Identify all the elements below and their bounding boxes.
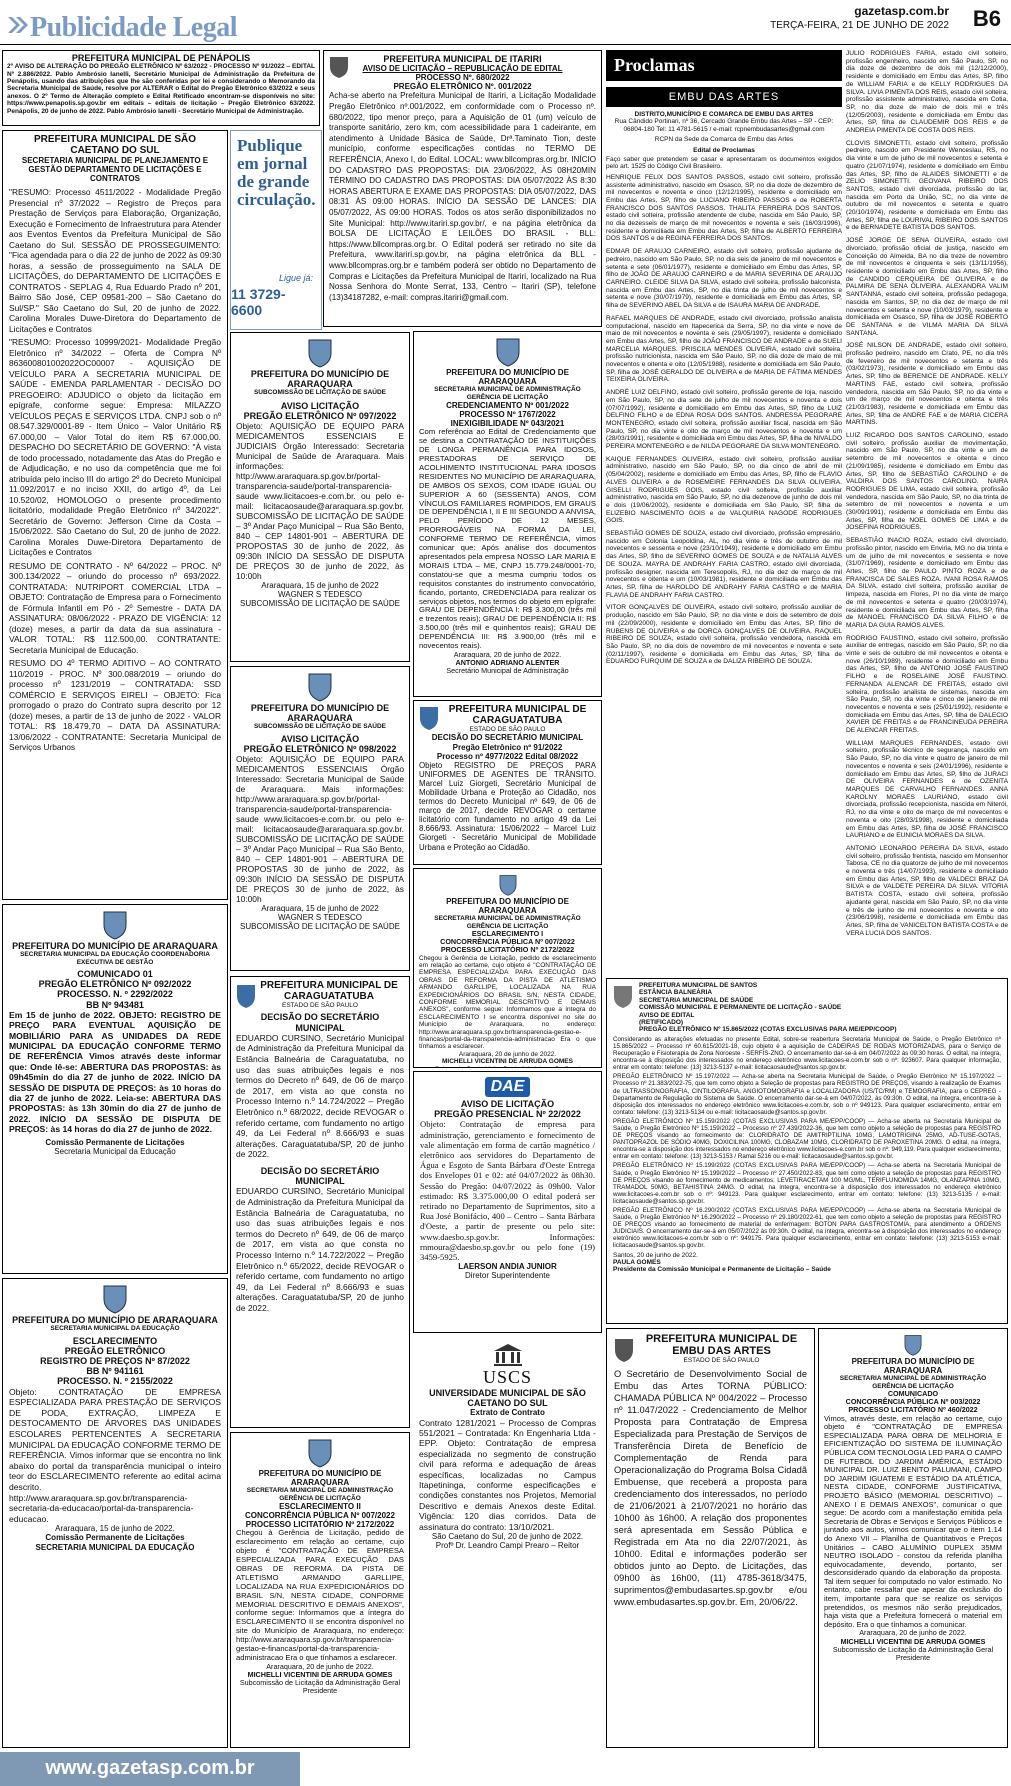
uscs-logo: USCS <box>482 1367 533 1387</box>
crest-icon <box>307 338 333 368</box>
notice-title: PREFEITURA MUNICIPAL DE PENÁPOLIS <box>71 53 251 63</box>
notice-title: PREFEITURA DO MUNICÍPIO DE ARARAQUARA <box>12 1315 218 1325</box>
notice-signer: Profº Dr. Leandro Campi Prearo – Reitor <box>435 1541 580 1551</box>
notice-title: PREFEITURA DO MUNICÍPIO DE ARARAQUARA <box>446 897 569 916</box>
notice-body: Chegou à Gerência de Licitação, pedido de esclarecimento em relação ao certame, cujo objeto é "CONTRATAÇÃO DE EMPRESA ESPECIALIZADA PARA EXECUÇÃO DAS OBRAS DE REFORMA DA PISTA DE ATLETISMO ARMANDO GARLLIPE, LOCALIZADA NA RUA EXPEDICIONÁRIOS DO BRASIL S/N, NESTA CIDADE, CONFORME MEMORIAL DESCRITIVO E DEMAIS ANEXOS", conforme segue: Informamos que a íntegra do ESCLARECIMENTO II se encontra disponível no site do Município de Araraquara, no endereço: http://www.araraquara.sp.gov.br/transparencia-gestao-e-financas/portal-da-transparencia-administracao Era o que tínhamos a esclarecer. <box>236 1528 404 1662</box>
notice-decision-title: DECISÃO DO SECRETÁRIO MUNICIPAL <box>431 733 584 743</box>
notice-esclarecimento: ESCLARECIMENTO I <box>471 929 544 938</box>
ad-line: circulação. <box>237 190 316 209</box>
list-item: LUIZ RICARDO DOS SANTOS CAROLINO, estado civil solteiro, profissão auxiliar de movimentação, nascido em São Paulo, SP, no dia vinte e um de setembro de mil novecentos e oitenta e cinco (21/09/1985), residente e domiciliado em Embu das Artes, SP, filho de SEBASTIÃO CAROLINO e de VALDIRA DOS SANTOS CAROLINO. NAIRA RODRIGUES DE LIMA, estado civil solteira, profissão vendedora, nascida em São Paulo, SP, no dia trinta de setembro de mil novecentos e noventa e um (30/09/1991), residente e domiciliada em Embu das Artes, SP, filha de NOEL GOMES DE LIMA e de JOSEFINA RODRIGUES. <box>846 432 1008 532</box>
notice-araraquara-comunicado-003 <box>818 1328 1008 1748</box>
notice-paragraph: RESUMO DE CONTRATO - Nº 64/2022 – PROC. Nº 300.134/2022 – oriundo do processo nº 693/2022. CONTRATADA: NUTRIPORT COMERCIAL LTDA – OBJETO: Contratação de Empresa para o Fornecimento de Fórmula Infantil em Pó - 2º Semestre - DATA DA ASSINATURA: 08/06/2022 - PRAZO DE VIGÊNCIA: 12 (doze) meses, a partir da data da sua assinatura - VALOR TOTAL: R$ 112.500,00. CONTRATANTE: Secretaria Municipal de Educação. <box>9 560 221 655</box>
notice-process: PROCESSO LICITATÓRIO Nº 460/2022 <box>848 1405 978 1415</box>
notice-state: ESTADO DE SÃO PAULO <box>469 726 546 733</box>
notice-caraguatatuba-decisoes <box>230 976 410 1428</box>
notice-title: PREFEITURA MUNICIPAL DE EMBU DAS ARTES <box>645 1333 798 1357</box>
notice-date: Araraquara, 15 de junho de 2022 <box>261 581 379 591</box>
notice-body: EDUARDO CURSINO, Secretário Municipal de Administração da Prefeitura Municipal da Estância Balneária de Caraguatatuba, no uso das suas atribuições legais e nos termos do Decreto nº 649, de 06 de março de 2017, em vista ao que consta no Processo Interno n.º 14.724/2022 – Pregão Eletrônico n.º 68/2022, decide REVOGAR o referido certame, com fundamento no artigo 49, da Lei Federal nº 8.666/93 e suas alterações. Caraguatatuba/SP, 20 de junho de 2022. <box>236 1032 404 1160</box>
notice-esclarecimento: ESCLARECIMENTO <box>72 1335 158 1346</box>
notice-process: PROCESSO. N. º 2155/2022 <box>57 1376 173 1387</box>
notice-subtitle: AVISO DE LICITAÇÃO – REPUBLICAÇÃO DE EDITAL <box>362 64 563 74</box>
notice-body: Objeto: AQUISIÇÃO DE EQUIPO PARA MEDICAMENTOS ESSENCIAIS Órgão Interessado: Secretaria Municipal de Saúde de Araraquara. Mais informações: http://www.araraquara.sp.gov.br/portal-transparencia-saude/portal-transparencia-saude www.licitacoes-e.com.br. ou pelo e-mail: licitacaosaude@araraquara.sp.gov.br. SUBCOMISSÃO DE LICITAÇÃO DE SAÚDE – 3º Andar Paço Municipal – Rua São Bento, 840 – CEP 14801-901 – ABERTURA DE PROPOSTAS 30 de junho de 2022, às 09:30h INÍCIO DA SESSÃO DE DISPUTA DE PREÇOS 30 de junho de 2022, às 10:00h <box>236 754 404 905</box>
notice-decision-title: DECISÃO DO SECRETÁRIO MUNICIPAL <box>260 1012 380 1033</box>
notice-subtitle: ESTÂNCIA BALNEÁRIA <box>639 989 713 997</box>
proclamas-list <box>606 174 842 666</box>
notice-body: Objeto: CONTRATAÇÃO DE EMPRESA ESPECIALIZADA PARA PRESTAÇÃO DE SERVIÇOS DE PODA, EXTRAÇÃO, LIMPEZA E DESTOCAMENTO DE ÁRVORES DAS UNIDADES ESCOLARES PERTENCENTES A SECRETARIA MUNICIPAL DA EDUCAÇÃO CONFORME TERMO DE REFERÊNCIA. Vimos informar que se encontra no link abaixo do portal da transparência municipal o inteiro teor do ESCLARECIMENTO referente ao edital acima descrito. http://www.araraquara.sp.gov.br/transparencia-secretaria-da-educacao/portal-da-transparencia-educacao. <box>9 1386 221 1524</box>
notice-title: AVISO DE LICITAÇÃO <box>460 1099 555 1109</box>
notice-pregao: PREGÃO ELETRÔNICO Nº 098/2022 <box>243 744 397 755</box>
notice-araraquara-credenciamento <box>413 331 602 697</box>
notice-subtitle: SECRETARIA MUNICIPAL DA EDUCAÇÃO <box>50 1325 180 1333</box>
proclamas-address: Rua Cândido Portinari, nº 36, Cercado Grande Embu das Artes – SP - CEP: 06804-180 Tel: 11 4781-5615 / e-mail: rcpnembudasartes@gmail.com <box>614 118 834 133</box>
crest-icon <box>903 1334 923 1356</box>
notice-concorrencia: CONCORRÊNCIA PÚBLICA Nº 007/2022 <box>440 937 575 947</box>
notice-title: UNIVERSIDADE MUNICIPAL DE SÃO CAETANO DO SUL <box>429 1388 586 1409</box>
notice-pregao: PREGÃO ELETRÔNICO Nº 097/2022 <box>243 411 397 422</box>
notice-signer-role <box>419 1066 596 1068</box>
notice-bb: BB Nº 943481 <box>86 999 144 1010</box>
notice-title: PREFEITURA DO MUNICÍPIO DE ARARAQUARA <box>12 941 218 951</box>
list-item: ANDRÉ LUIZ DELFINO, estado civil solteiro, profissão gerente de loja, nascido em São Paulo, SP, no dia sete de julho de mil novecentos e noventa e dois (07/07/1992), residente e domiciliado em Embu das Artes, SP, filho de LUIZ DELFINO FILHO e de EDNA ROSA DOS SANTOS. ANDRESSA PEGORARE MONTENEGRO, estado civil solteira, profissão auxiliar fiscal, nascida em São Paulo, SP, no dia vinte e oito de março de mil novecentos e noventa e um (28/03/1991), residente e domiciliada em Embu das Artes, SP, filha de NIVALDO PEREIRA MONTENEGRO e de NILDA PEGORARE DA SILVA MONTENEGRO. <box>606 389 842 451</box>
notice-subtitle: SECRETARIA MUNICIPAL DE SAÚDE <box>639 996 754 1004</box>
notice-signer-role: SUBCOMISSÃO DE LICITAÇÃO DE SAÚDE <box>240 599 400 609</box>
notice-process: PROCESSO LICITATÓRIO Nº 2172/2022 <box>245 1520 395 1530</box>
notice-state: ESTADO DE SÃO PAULO <box>282 1002 358 1009</box>
double-chevron-icon <box>6 14 28 36</box>
list-item: SEBASTIÃO GOMES DE SOUZA, estado civil divorciado, profissão empresário, nascido em Colonia Leopoldina, AL, no dia vinte e três de outubro de mil novecentos e sessenta e nove (23/10/1949), residente e domiciliado em Embu das Artes, SP, filho de SEVERINO GOMES DE SOUZA e de NATALIA ALVES DE SOUZA. MAYRA DE ANDRAHY FARIA CASTRO, estado civil divorciada, profissão designer, nascida em Teresopolis, RJ, no dia dez de março de mil novecentos e oitenta e um (10/03/1981), residente e domiciliada em Embu das Artes, SP, filha de HAROLDO DE ANDRAHY FARIA CASTRO e de MARIA FLAVIA DE ANDRAHY FARIA CASTRO. <box>606 530 842 599</box>
notice-title: PREFEITURA DO MUNICÍPIO DE ARARAQUARA <box>851 1357 975 1376</box>
notice-subtitle: SECRETARIA MUNICIPAL DE ADMINISTRAÇÃO GERÊNCIA DE LICITAÇÃO <box>434 386 581 401</box>
page-number: B6 <box>972 6 1001 31</box>
edition-date: TERÇA-FEIRA, 21 DE JUNHO DE 2022 <box>770 20 949 31</box>
notice-concorrencia: CONCORRÊNCIA PÚBLICA Nº 007/2022 <box>245 1511 395 1521</box>
proclamas-edital: Edital de Proclamas <box>693 146 755 154</box>
notice-body: Em 15 de junho de 2022. OBJETO: REGISTRO DE PREÇO PARA EVENTUAL AQUISIÇÃO DE MOBILIÁRIO PARA AS UNIDADES DA REDE MUNICIPAL DA EDUCAÇÃO CONFORME TERMO DE REFERÊNCIA Vimos através deste informar que: Onde lê-se: ABERTURA DAS PROPOSTAS: às 09h45min do dia 27 de junho de 2022. INÍCIO DA SESSÃO DE DISPUTA DE PREÇOS: às 10 horas do dia 27 de junho de 2022. Leia-se: ABERTURA DAS PROPOSTAS: às 13h 30min do dia 27 de junho de 2022. INÍCIO DA SESSÃO DE DISPUTA DE PREÇOS: às 14 horas do dia 27 de junho de 2022. <box>9 1009 221 1135</box>
notice-signer: Comissão Permanente de Licitações <box>45 1137 185 1147</box>
notice-date: Araraquara, 20 de junho de 2022. <box>859 1628 967 1638</box>
crest-icon <box>235 983 257 1009</box>
notice-subtitle: SUBCOMISSÃO DE LICITAÇÃO DE SAÚDE <box>253 389 387 397</box>
notice-title: PREFEITURA MUNICIPAL DE ITARIRI <box>383 54 542 64</box>
notice-signer-role: SUBCOMISSÃO DE LICITAÇÃO DE SAÚDE <box>240 922 400 932</box>
notice-title: PREFEITURA DO MUNICÍPIO DE ARARAQUARA <box>250 703 390 724</box>
notice-signer-role: SECRETARIA MUNICIPAL DA EDUCAÇÃO <box>35 1542 195 1552</box>
notice-subtitle: (RETIFICADO) <box>639 1019 684 1027</box>
notice-title: PREFEITURA MUNICIPAL DE SANTOS <box>639 982 758 989</box>
notice-title: PREFEITURA DO MUNICÍPIO DE ARARAQUARA <box>250 369 390 390</box>
ad-call-label: Ligue já: <box>278 273 313 283</box>
notice-subtitle: SECRETARIA MUNICIPAL DE ADMINISTRAÇÃO GERÊNCIA DE LICITAÇÃO <box>839 1375 987 1390</box>
notice-pregao: Pregão Eletrônico nº 91/2022 <box>452 742 563 752</box>
list-item: JOSÉ NILSON DE ANDRADE, estado civil solteiro, profissão pedreiro, nascido em Crato, PE, no dia três de fevereiro de mil novecentos e setenta e três (03/02/1973), residente e domiciliado em Embu das Artes, SP, filho de BERENICE DE ANDRADE. KELLY MARTINS FAE, estado civil solteira, profissão vendedora, nascida em São Paulo, SP, no dia vinte e um de março de mil novecentos e oitenta e três (21/03/1983), residente e domiciliada em Embu das Artes, SP, filha de ANDRE FAE e de MARIA CICERA MARTINS. <box>846 342 1008 427</box>
santos-items <box>613 1036 1001 1250</box>
notice-date: São Caetano do Sul, 20 de junho de 2022. <box>431 1531 584 1541</box>
notice-registro: REGISTRO DE PREÇOS Nº 87/2022 <box>40 1356 190 1367</box>
crest-icon <box>418 705 440 731</box>
notice-paragraph: "RESUMO: Processo 10999/2021- Modalidade Pregão Eletrônico nº 34/2022 – Oferta de Compra Nº 863600801002022OC00007 - AQUISIÇÃO DE VEÍCULO PARA A SECRETARIA MUNICIPAL DE SAÚDE - EMENDA PARLAMENTAR - DECISÃO DO PREGOEIRO: ADJUDICO o objeto da licitação em epígrafe, conforme segue: Empresa: MILAZZO VEÍCULOS PEÇAS E SERVIÇOS LTDA. CNPJ sob o nº 08.547.329/0001-89 - Item Único – Valor Unitário R$ 67.000,00 – Valor Total do item R$ 67.000,00. DESPACHO DO SECRETÁRIO DE GOVERNO: "À vista de todo processado, notadamente das Atas do Pregão e de Adjudicação, e no uso da competência que me foi atribuída pelo inciso III do artigo 2º do Decreto Municipal 11.092/2017 e no inciso XXII, do artigo 4º, da Lei 10.520/02, HOMOLOGO o presente procedimento licitatório, modalidade Pregão Eletrônico nº 34/2022". Secretário de Governo: Jefferson Cirne da Costa – 15/06/2022. São Caetano do Sul, 20 de junho de 2022. Carolina Morales Duwe-Diretora Departamento de Licitações e Contratos <box>9 337 221 558</box>
list-item: ANTONIO LEONARDO PEREIRA DA SILVA, estado civil solteiro, profissão frentista, nascido em Monsenhor Tabosa, CE no dia quatorze de julho de mil novecentos e noventa e três (14/07/1993), residente e domiciliado em Embu das Artes, SP, filho de VALDECI BRAZ DA SILVA e de VALDETE PEREIRA DA SILVA. VITORIA BATISTA COSTA, estado civil solteira, profissão ajudante geral, nascida em São Paulo, SP, no dia vinte e três de junho de mil novecentos e noventa e oito (23/06/1998), residente e domiciliada em Embu das Artes, SP, filha de VANICELTON BATISTA COSTA e de VERA LUCIA DOS SANTOS. <box>846 844 1008 937</box>
notice-signer-role: Presidente da Comissão Municipal e Permanente de Licitação – Saúde <box>613 1266 831 1274</box>
notice-body: Contrato 1281/2021 – Processo de Compras 551/2021 – Contratada: Kn Engenharia Ltda - EPP. Objeto: Contratação de empresa especializada no segmento de construção civil para reforma e adequação de áreas específicas, localizadas no Campus Itapetininga, conforme especificações e condições constantes nos Projetos, Memorial Descritivo e demais Anexos deste Edital. Vigência: 120 dias corridos. Data de assinatura do contrato: 13/10/2021. <box>419 1417 596 1532</box>
proclamas-rcpn: RCPN da Sede da Comarca de Embu das Artes <box>654 136 794 144</box>
notice-subtitle: AVISO DE EDITAL <box>639 1011 695 1019</box>
notice-araraquara-esclarecimento-2a <box>230 1432 410 1748</box>
notice-itariri <box>323 50 602 327</box>
notice-paragraph: "RESUMO: Processo 4511/2022 - Modalidade Pregão Presencial nº 37/2022 – Registro de Preços para Prestação de Serviços para Elaboração, Organização, Execução e Fornecimento de Infraestrutura para Atender aos Eventos Eventos da Prefeitura Municipal de São Caetano do Sul. SESSÃO DE PROSSEGUIMENTO: "Fica agendada para o dia 22 de junho de 2022 às 09:30 horas, a sessão de prosseguimento na SALA DE LICITAÇÕES, do DEPARTAMENTO DE LICITAÇÕES E CONTRATOS - SEPLAG 4, Rua Eduardo Prado nº 201, Bairro São José, CEP 09581-200 – São Caetano do Sul/SP." São Caetano do Sul, 20 de junho de 2022. Carolina Morales Duwe-Diretora do Departamento de Licitações e Contratos <box>9 187 221 334</box>
notice-embu-chamada <box>606 1328 815 1748</box>
proclamas-city: EMBU DAS ARTES <box>607 88 841 106</box>
notice-uscs <box>413 1336 602 1748</box>
list-item: Considerando as alterações efetuadas no presente Edital, sobre-se reabertura Secretaria Municipal de Saúde, o Pregão Eletrônico nº 15.865/2022 – Processo nº 60.615/2021-18, cujo objeto é a aquisição de CADEIRAS DE RODAS MOTORIZADAS, para o Serviço de Recuperação e Fisioterapia de Zona Noroeste - SERFIS-ZNO. O encerramento dar-se-á em 04/07/2022 às 09:30 horas. O edital, na íntegra, encontra-se à disposição dos interessados no endereço eletrônico www.licitacoes-e.com.br sob o nº: 923607. Para qualquer informação, entrar em contato: telefone: (13) 3213-5137 e-mail: licitacaosaude@santos.sp.gov.br. <box>613 1035 1001 1072</box>
notice-pregao: PREGÃO ELETRÔNICO Nº 092/2022 <box>38 979 192 990</box>
notice-subtitle: COMISSÃO MUNICIPAL E PERMANENTE DE LICITAÇÃO - SAÚDE <box>639 1004 842 1012</box>
notice-date: Araraquara, 15 de junho de 2022. <box>55 1524 175 1534</box>
notice-signer: MICHELLI VICENTINI DE ARRUDA GOMES <box>442 1058 573 1066</box>
notice-body: Chegou à Gerência de Licitação, pedido de esclarecimento em relação ao certame, cujo objeto é "CONTRATAÇÃO DE EMPRESA ESPECIALIZADA PARA EXECUÇÃO DAS OBRAS DE REFORMA DA PISTA DE ATLETISMO ARMANDO GARLLIPE, LOCALIZADA NA RUA EXPEDICIONÁRIOS DO BRASIL S/N, NESTA CIDADE, CONFORME MEMORIAL DESCRITIVO E DEMAIS ANEXOS", conforme segue: Informamos que a íntegra do ESCLARECIMENTO I se encontra disponível no site do Município de Araraquara, no endereço: http://www.araraquara.sp.gov.br/transparencia-gestao-e-financas/portal-da-transparencia-administracao Era o que tínhamos a esclarecer. <box>419 954 596 1051</box>
crest-icon <box>102 910 128 940</box>
notice-title: PREFEITURA DO MUNICÍPIO DE ARARAQUARA <box>258 1469 382 1488</box>
notice-date: Araraquara, 20 de junho de 2022. <box>458 1050 557 1058</box>
notice-penapolis <box>2 50 320 126</box>
notice-proclamas-continued <box>846 50 1008 974</box>
list-item: RAFAEL MARQUES DE ANDRADE, estado civil divorciado, profissão analista computacional, nascido em Itapecerica da Serra, SP, no dia vinte e nove de maio de mil novecentos e noventa e seis (29/05/1997), residente e domiciliado em Embu das Artes, SP, filho de JOÃO FRANCISCO DE ANDRADE e de SUELI MARCELIA MARQUES. PRISCILA MENDES OLIVEIRA, estado civil solteira, profissão nutricionista, nascida em São Paulo, SP, no dia doze de maio de mil novecentos e oitenta e oito (12/05/1988), residente e domiciliada em São Paulo, SP, filha de JOSÉ GERALDO DE OLIVEIRA e de MARIA DE FÁTIMA MENDES TEIXEIRA OLIVEIRA. <box>606 314 842 384</box>
list-item: WILLIAM MARQUES FERNANDES, estado civil solteiro, profissão técnico de segurança, nascido em São Paulo, SP, no dia vinte e quatro de janeiro de mil novecentos e noventa e seis (24/01/1996), residente e domiciliado em Embu das Artes, SP, filho de JURACI DE OLIVEIRA FERNANDES e de OZENITA MARQUES DE CARVALHO FERNANDES. ANNA KAROLNY MORAES LAURIANO, estado civil divorciada, profissão recepcionista, nascida em Niterói, RJ, no dia vinte e oito de março de mil novecentos e noventa e oito (28/03/1998), residente e domiciliada em Embu das Artes, SP, filha de JOSÉ FRANCISCO LAURIANO e de EUNICIA MORAES DA SILVA. <box>846 739 1008 840</box>
crest-icon <box>495 337 521 367</box>
ad-publique[interactable] <box>230 130 322 330</box>
notice-signer: WAGNER S TEDESCO <box>277 913 362 923</box>
crest-icon <box>498 874 518 896</box>
list-item: JOSÉ JORGE DE SENA OLIVEIRA, estado civil divorciado, profissão oficial de justiça, nascido em Conceição do Almeida, BA no dia treze de novembro de mil novecentos e cinquenta e seis (13/11/1956), residente e domiciliado em Embu das Artes, SP, filho de CANDIDO CERQUEIRA DE OLIVEIRA e de PALMIRA DE SENA OLIVEIRA. ALEXANDRA VALIM SANTANNA, estado civil solteira, profissão pedagoga, nascida em Santos, SP, no dia dez de março de mil novecentos e setenta e nove (10/03/1979), residente e domiciliada em Osasco, SP, filha de JOSÉ ROBERTO DE SANTANA e de VILMA MARIA DA SILVA SANTANA. <box>846 237 1008 337</box>
uscs-building-icon <box>493 1343 523 1367</box>
notice-state: ESTADO DE SÃO PAULO <box>683 1357 760 1364</box>
notice-date: Santos, 20 de junho de 2022. <box>613 1251 698 1259</box>
notice-signer: ANTONIO ADRIANO ALENTER <box>455 658 560 668</box>
notice-santos <box>606 978 1008 1324</box>
crest-icon <box>613 1337 635 1363</box>
notice-comunicado: COMUNICADO 01 <box>77 969 153 980</box>
notice-comunicado: COMUNICADO <box>887 1389 939 1398</box>
list-item: EDMAR DE ARAUJO CARNEIRO, estado civil solteiro, profissão ajudante de pedreiro, nascido em São Paulo, SP, no dia seis de janeiro de mil novecentos e setenta e sete (06/01/1977), residente e domiciliado em Embu das Artes, SP, filho de JOÃO DE ARAUJO CARNEIRO e de MARIA SEVERINA DE ARAUJO CARNEIRO. CLEIDE SILVA DA SILVA, estado civil solteira, profissão balconista, nascida em Embu das Artes, SP, no dia trinta de julho de mil novecentos e setenta e nove (30/07/1979), residente e domiciliada em Embu das Artes, SP, filha de SEVERINO ABEL DA SILVA e de ISAURA MARIA DE ANDRADE. <box>606 248 842 310</box>
notice-signer-role: Secretaria Municipal da Educação <box>54 1146 176 1156</box>
notice-concorrencia: CONCORRÊNCIA PÚBLICA Nº 003/2022 <box>845 1397 981 1407</box>
notice-araraquara-098 <box>230 666 410 971</box>
notice-signer: MICHELLI VICENTINI DE ARRUDA GOMES <box>247 1670 393 1680</box>
notice-body: Acha-se aberto na Prefeitura Municipal de Itariri, a Licitação Modalidade Pregão Eletrônico nº.001/2022, em conformidade com o Processo nº. 680/2022, tipo menor preço, para a Aquisição de 01 (um) veículo de transporte sanitário, zero km, com acessibilidade para 1 cadeirante, em atendimento à Unidade Básica de Saúde, Drª.Taminato Tion, deste município, conforme especificações contidas no TERMO DE REFERÊNCIA, Anexo I, do Edital. LOCAL: www.bllcompras.org.br. INÍCIO DO CADASTRO DAS PROPOSTAS: DIA 23/06/2022, ÀS 08H20MIN TÉRMINO DO CADASTRO DAS PROPOSTAS: DIA 05/07/2022 ÀS 8:30 HORAS ABERTURA E EXAME DAS PROPOSTAS: DIA 05/07/2022, DAS 08:31 ÀS 09:00 HORAS. INÍCIO DA SESSÃO DE LANCES: DIA 05/07/2022, ÀS 09:00 HORAS. Todos os atos serão disponibilizados no Site Municipal: http://www.itariri.sp.gov.br/, e na página eletrônica da BOLSA DE LICITAÇÃO E LEILÕES DO BRASIL - BLL: https://www.bllcompras.org.br. O Edital poderá ser retirado no site da Prefeitura, www.itariri.sp.gov.br, na página eletrônica da BLL - www.bllcompras.org.br e também poderá ser obtido no Departamento de Compras e Licitações da Prefeitura Municipal de Itariri, localizado na Rua Nossa Senhora do Monte Serrat, 133, Centro – Itariri (SP), telefone (13)34187282, e-mail: compras.itariri@gmail.com. <box>329 91 596 302</box>
notice-pregao: PREGÃO PRESENCIAL Nº 22/2022 <box>434 1109 581 1120</box>
notice-inexigibilidade: INEXIGIBILIDADE Nº 043/2021 <box>450 419 565 429</box>
notice-date: Araraquara, 20 de junho de 2022. <box>453 649 562 659</box>
notice-dae <box>413 1071 602 1333</box>
notice-title: PREFEITURA MUNICIPAL DE SÃO CAETANO DO SUL <box>33 134 197 156</box>
notice-signer-role: Subcomissão de Licitação da Administração Geral Presidente <box>832 1644 994 1663</box>
notice-body: 2º AVISO DE ALTERAÇÃO DO PREGÃO ELETRÔNICO Nº 63/2022 - PROCESSO Nº 91/2022 – EDITAL Nº 2.886/2022. Pablo Ambrósio Ianelli, Secretário Municipal de Administração da Prefeitura de Penápolis, usando das atribuições que lhe são conferidas por lei e considerando o Memorando da Secretaria Municipal de Saúde, resolve por ALTERAR o Edital do Pregão Eletrônico 63/2022 e seus anexos. O 2º Termo de Alteração completo e Edital Retificado encontram-se disponíveis no site: https://www.penapolis.sp.gov.br em editais – editais de licitação – Pregão Eletrônico 63/2022. Penápolis, 20 de junho de 2022. Pablo Ambrósio Ianelli - Secretário Municipal de Administração. <box>7 63 315 115</box>
notice-body: Vimos, através deste, em relação ao certame, cujo objeto é "CONTRATAÇÃO DE EMPRESA ESPECIALIZADA PARA OBRA DE MELHORIA E EFICIENTIZAÇÃO DO SISTEMA DE ILUMINAÇÃO PÚBLICA COM TECNOLOGIA LED PARA O CAMPO DE FUTEBOL DO JARDIM AMÉRICA, ESTÁDIO MUNICIPAL DR. LUIZ BENITO PALUMANI, CAMPO DO JARDIM IGUATEMI E ESTÁDIO DA ATLÉTICA, NESTA CIDADE, CONFORME JUSTIFICATIVA, PROJETO BÁSICO (MEMORIAL DESCRITIVO) – ANEXO I E DEMAIS ANEXOS", comunicar o que segue: De acordo com a manifestação emitida pela Secretaria de Obras e Serviços e Serviços Públicos e juntado aos autos, vimos comunicar que o item 1.14 do Anexo VII – Planilha de Quantitativos e Preços Unitários – CABO ALUMÍNIO DUPLEX 35MM NEUTRO ISOLADO - constou da referida planilha equivocadamente, devendo, portanto, ser desconsiderado quando da elaboração da proposta. Tal item sequer foi computado no valor estimado. No entanto, cabe ressaltar que apesar da exclusão do item, importante para que se realize os serviços pretendidos, os mesmos não serão prejudicados, haja vista que a Prefeitura fornecerá o material em depósito. Era o que tínhamos a comunicar. <box>824 1413 1002 1629</box>
proclamas-header: Proclamas <box>606 50 842 81</box>
notice-subtitle: SECRETARIA MUNICIPAL DE ADMINISTRAÇÃO GERÊNCIA DE LICITAÇÃO <box>246 1487 394 1502</box>
crest-icon <box>102 1284 128 1314</box>
list-item: PREGÃO ELETRÔNICO Nº 15.159/2022 (COTAS EXCLUSIVAS PARA ME/EPP/COOP) — Acha-se aberta na Secretaria Municipal de Saúde, o Pregão Eletrônico Nº 15.159/2022 – Processo nº 27.439/2022-36, que tem como objeto a seleção de propostas para REGISTRO DE PREÇOS visando ao fornecimento de: CLORIDRATO DE AMITRIPTILINA 10MG, LAMOTRIGINA 25MG, AD-TUSE-GOTAS, PANTOPRAZOL DE SÓDIO 40MG, DOXICILINA 100MG, CLOBAZAM 10MG, CLORIDRATO DE PAROXETINA 20MG. O edital, na íntegra, encontra-se à disposição dos interessados no endereço eletrônico www.licitacoes-e.com.br sob o nº: 949,119. Para qualquer esclarecimento, entrar em contato: telefone: (13) 3213-5153 / Ramal 5216 ou e-mail: licitacaosaude@santos.sp.gov.br. <box>613 1117 1001 1161</box>
list-item: KAIQUE FERNANDES OLIVEIRA, estado civil solteiro, profissão auxiliar administrativo, nascido em São Paulo, SP, no dia cinco de abril de mil (05/04/2002), residente e domiciliado em Embu das Artes, SP, filho de FLAVIO ALVES OLIVEIRA e de ROSEMEIRE FERNANDES DA SILVA OLIVEIRA. GISELLI RODRIGUES GOIS, estado civil solteira, profissão auxiliar administrativo, nascida em São Paulo, SP, no dia dezenove de junho de dois mil e dois (19/06/2002), residente e domiciliada em São Paulo, SP, filha de ELIZEBIO NASCIMENTO GOIS e de VALQUIRIA NAGODE RODRIGUES GOIS. <box>606 455 842 525</box>
notice-process: PROCESSO Nº 1767/2022 <box>459 410 556 420</box>
ad-line: em jornal <box>237 154 308 173</box>
notice-body: Objeto: AQUISIÇÃO DE EQUIPO PARA MEDICAMENTOS ESSENCIAIS E JUDICIAIS Órgão Interessado: Secretaria Municipal de Saúde de Araraquara. Mais informações: http://www.araraquara.sp.gov.br/portal-transparencia-saude/portal-transparencia-saude www.licitacoes-e.com.br. ou pelo e-mail: licitacaosaude@araraquara.sp.gov.br. SUBCOMISSÃO DE LICITAÇÃO DE SAÚDE – 3º Andar Paço Municipal – Rua São Bento, 840 – CEP 14801-901 – ABERTURA DE PROPOSTAS 30 de junho de 2022, às 09:30h INÍCIO DA SESSÃO DE DISPUTA DE PREÇOS 30 de junho de 2022, às 10:00h <box>236 421 404 582</box>
notice-araraquara-esclarecimento-1 <box>413 868 602 1068</box>
notice-credenciamento: CREDENCIAMENTO Nº 001/2022 <box>446 401 569 410</box>
notice-title: PREFEITURA MUNICIPAL DE CARAGUATATUBA <box>448 704 587 726</box>
notice-araraquara-poda <box>2 1278 228 1748</box>
notice-subtitle: SECRETARIA MUNICIPAL DA EDUCAÇÃO COORDENADORIA EXECUTIVA DE GESTÃO <box>20 951 210 966</box>
notice-araraquara-educacao <box>2 904 228 1274</box>
notice-title: PREFEITURA DO MUNICÍPIO DE ARARAQUARA <box>446 368 569 387</box>
notice-signer: Comissão Permanente de Licitações <box>45 1533 185 1543</box>
ad-phone[interactable]: 11 3729-6600 <box>231 286 286 318</box>
list-item: PREGÃO ELETRÔNICO Nº 16.290/2022 (COTAS EXCLUSIVAS PARA ME/EPP/COOP) — Acha-se aberta na Secretaria Municipal de Saúde, o Pregão Eletrônico Nº 16.290/2022 – Processo nº 29.180/2022-61, que tem como objeto a seleção de propostas para REGISTRO DE PREÇOS visando ao fornecimento de material de enfermagem: BOTON PARA GASTROSTOMIA, para atendimento a ORDENS JUDICIAIS. O encerramento dar-se-á em 05/07/2022 às 09:30h. O edital, na íntegra, encontra-se à disposição dos interessados no endereço eletrônico www.licitacoes-e.com.br sob o nº: 949175. Para qualquer esclarecimento, entrar em contato: telefone: (13) 3213-5153 e-mail: licitacaosaude@santos.sp.gov.br. <box>613 1207 1001 1250</box>
notice-body: Objeto: Contratação de empresa para administração, gerenciamento e fornecimento de vale alimentação em forma de cartão magnético / eletrônico aos servidores do Departamento de Água e Esgoto de Santa Bárbara d'Oeste Entrega dos Envelopes 01 e 02: até 04/07/2022 às 08h30. Sessão do Pregão: 04/07/2022 às 09h00. Valor estimado: R$ 3.375.000,00 O edital poderá ser retirado no Departamento de Suprimentos, sito a Rua José Bonifácio, 400 – Centro – Santa Bárbara d'Oeste, a partir de presente ou pelo site: www.daesbo.sp.gov.br. Informações: rnmoura@daesbo.sp.gov.br ou pelo fone (19) 3459-5925. <box>420 1119 595 1263</box>
notice-body: Com referência ao Edital de Credenciamento que se destina a CONTRATAÇÃO DE INSTITUIÇÕES DE LONGA PERMANÊNCIA PARA IDOSOS, PRESTADORAS DE SERVIÇO DE ACOLHIMENTO INSTITUCIONAL PARA IDOSOS RESIDENTES NO MUNICÍPIO DE ARARAQUARA, DE AMBOS OS SEXOS, COM IDADE IGUAL OU SUPERIOR A 60 (SESSENTA) ANOS, COM VÍNCULOS FAMILIARES ROMPIDOS, EM GRAUS DE DEPENDÊNCIA I, II E III SEGUNDO A ANVISA, PELO PERÍODO DE 12 MESES, PRORROGÁVEIS NA FORMA DA LEI, CONFORME TERMO DE REFERÊNCIA, vimos comunicar que: Após análise dos documentos apresentados pela empresa NOSSO LAR MARIA E MORAIS LTDA – ME, CNPJ 15.779.248/0001-70, constatou-se que a mesma cumpriu todos os requisitos constantes do instrumento convocatório, ficando, portanto, CREDENCIADA para realizar os serviços objetos, nos termos do objeto em epígrafe: GRAU DE DEPENDÊNCIA I: R$ 3.300,00 (três mil e trezentos reais); GRAU DE DEPENDÊNCIA II: R$ 3.500,00 (três mil e quinhentos reais); GRAU DE DEPENDÊNCIA III: R$ 3.900,00 (três mil e novecentos reais). <box>419 427 596 651</box>
notice-body: Objeto REGISTRO DE PREÇOS PARA UNIFORMES DE AGENTES DE TRÂNSITO. Marcel Luiz Giorgeti, Secretário Municipal de Mobilidade Urbana e Proteção ao Cidadão, nos termos do Decreto Municipal nº 649, de 06 de março de 2017, decide REVOGAR o certame licitatório com fundamento no artigo 49 da Lei 8.666/93. Assinatura: 15/06/2022 – Marcel Luiz Giorgeti - Secretário Municipal de Mobilidade Urbana e Proteção ao Cidadão. <box>419 760 596 852</box>
notice-subtitle: SECRETARIA MUNICIPAL DE ADMINISTRAÇÃO GERÊNCIA DE LICITAÇÃO <box>434 915 581 930</box>
notice-body: O Secretário de Desenvolvimento Social de Embu das Artes TORNA PÚBLICO: CHAMADA PÚBLICA Nº 004/2022 – Processo nº 11.047/2022 - Credenciamento de Melhor Proposta para Contratação de Empresa Especializada para Prestação de Serviços de Transferência Direta de Benefício de Complementação de Renda para Operacionalização do Programa Bolsa Cidadã Embuense, que receberá a proposta para credenciamento dos interessados, no período de 21/06/2021 à 21/07/2021 no horário das 10h00 às 16h00. A relação dos proponentes será apresentada em Sessão Pública e Registrada em Ata no dia 22/07/2021, às 10h00. Edital e informações poderão ser obtidos junto ao Depto. de Licitações, das 09h00 às 16h00, (11) 4785-3618/3475, suprimentos@embudasartes.sp.gov.br e/ou www.embudasartes.sp.gov.br. Em, 20/06/22. <box>614 1369 807 1608</box>
notice-process: Processo nº 4977/2022 Edital 08/2022 <box>436 751 579 761</box>
crest-icon <box>307 672 333 702</box>
notice-signer-role: Subcomissão de Licitação da Administração Geral Presidente <box>239 1678 401 1696</box>
site-url[interactable]: gazetasp.com.br <box>854 4 949 18</box>
proclamas-list <box>846 50 1008 937</box>
notice-sao-caetano <box>2 130 228 900</box>
header-rule <box>0 44 1011 45</box>
notice-esclarecimento: ESCLARECIMENTO II <box>279 1502 361 1511</box>
notice-process: PROCESSO Nº. 680/2022 <box>415 73 510 83</box>
proclamas-district: DISTRITO,MUNICÍPIO E COMARCA DE EMBU DAS ARTES <box>634 111 814 118</box>
notice-body: EDUARDO CURSINO, Secretário Municipal de Administração da Prefeitura Municipal da Estância Balneária de Caraguatatuba, no uso das suas atribuições legais e nos termos do Decreto nº 649, de 06 de março de 2017, em vista ao que consta no Processo Interno n.º 14.722/2022 – Pregão Eletrônico n.º 65/2022, decide REVOGAR o referido certame, com fundamento no artigo 49, da Lei Federal nº 8.666/93 e suas alterações. Caraguatatuba/SP, 20 de junho de 2022. <box>236 1186 404 1313</box>
crest-icon <box>307 1438 333 1468</box>
notice-signer-role: Diretor Superintendente <box>465 1271 550 1281</box>
crest-icon <box>328 55 350 79</box>
list-item: RODRIGO FAUSTINO, estado civil solteiro, profissão auxiliar de entregas, nascido em São Paulo, SP, no dia vinte e seis de outubro de mil novecentos e oitenta e nove (26/10/1989), residente e domiciliado em Embu das Artes, SP, filho de ANTONIO JOSÉ FAUSTINO FILHO e de ROSELAINE JOSÉ FAUSTINO. FERNANDA ALENCAR DE FREITAS, estado civil solteira, profissão analista de sistemas, nascida em São Paulo, SP, no dia vinte e cinco de janeiro de mil novecentos e noventa e seis (25/01/1992), residente e domiciliada em Embu das Artes, SP, filha de DALECIO XAVIER DE FREITAS e de FRANCINEUDA PEREIRA DE ALENCAR FREITAS. <box>846 634 1008 735</box>
notice-signer: LAERSON ANDIA JUNIOR <box>458 1262 557 1272</box>
notice-signer: MICHELLI VICENTINI DE ARRUDA GOMES <box>840 1636 986 1646</box>
notice-extract: Extrato de Contrato <box>470 1408 545 1418</box>
notice-subtitle: PREGÃO ELETRÔNICO Nº 15.865/2022 (COTAS EXCLUSIVAS PARA ME/EPP/COOP) <box>639 1026 897 1034</box>
list-item: HENRIQUE FELIX DOS SANTOS PASSOS, estado civil solteiro, profissão assistente administrativo, nascido em Osasco, SP, no dia doze de dezembro de mil novecentos e noventa e cinco (12/12/1995), residente e domiciliado em Embu das Artes, SP, filho de LUCIANO RIBEIRO PASSOS e de ROBERTA FRANCISCO DOS SANTOS PASSOS. THALITA FERREIRA DOS SANTOS, estado civil solteira, profissão atendente de clube, nascida em São Paulo, SP, no dia dezesseis de março de mil novecentos e noventa e seis (16/03/1996), residente e domiciliada em Embu das Artes, SP, filha de ALBERTO FERREIRA DOS SANTOS e de REGINA FERREIRA DOS SANTOS. <box>606 173 842 243</box>
ad-line: de grande <box>237 172 310 191</box>
list-item: JULIO RODRIGUES FARIA, estado civil solteiro, profissão engenheiro, nascido em São Paulo, SP, no dia doze de dezembro de dois mil (12/12/2000), residente e domiciliado em Embu das Artes, SP, filho de WILLIAM FARIA e de KELLY RODRIGUES DA SILVA. LIVIA PIMENTA DOS REIS, estado civil solteira, profissão assistente administrativo, nascida em Cotia, SP, no dia doze de maio de dois mil e três (12/05/2003), residente e domiciliada em Embu das Artes, SP, filha de CLAUDEMIR DOS REIS e de ANDREIA PIMENTA DE COSTA DOS REIS. <box>846 50 1008 135</box>
notice-decision-title: DECISÃO DO SECRETÁRIO MUNICIPAL <box>260 1165 380 1187</box>
notice-process: PROCESSO. N. º 2292/2022 <box>57 989 173 1000</box>
notice-signer: PAULA GOMES <box>613 1258 661 1266</box>
notice-title: PREFEITURA MUNICIPAL DE CARAGUATATUBA <box>260 980 398 1002</box>
footer-url[interactable]: www.gazetasp.com.br <box>0 1752 300 1786</box>
notice-date: Araraquara, 20 de junho de 2022. <box>266 1661 374 1671</box>
notice-pregao: PREGÃO ELETRÔNICO Nº. 001/2022 <box>393 82 532 92</box>
notice-aviso: AVISO LICITAÇÃO <box>280 400 360 411</box>
notice-process: PROCESSO LICITATÓRIO Nº 2172/2022 <box>440 945 575 955</box>
list-item: PREGÃO ELETRÔNICO Nº 15.197/2022 — Acha-se aberta na Secretaria Municipal de Saúde, o Pregão Eletrônico Nº 15.197/2022 – Processo nº 21.383/2022-75, que tem como objeto a Seleção de propostas para REGISTRO DE PREÇOS, visando à realização de Exames de ULTRASSONOGRAFIA, CINTILOGRAFIA, ANGIOTOMOGRAFIA e LOCALIZADORA (US/TC/RM) e TEMOGRAFIA, para o CEPREG - Departamento de Regulação do Sistema de Saúde. O encerramento dar-se-á em 04/07/2022, às 09:30h. O edital, na íntegra, encontra-se à disposição dos interessados no endereço eletrônico www.licitacoes-e.com.br, sob o nº 949123. Para qualquer esclarecimento, entrar em contato: telefone: (13) 3213-5134 ou e-mail: licitacaosaude@santos.sp.gov.br. <box>613 1073 1001 1116</box>
list-item: CLOVIS SIMONETTI, estado civil solteiro, profissão pedreiro, nascido em Presidente Wenceslau, RS, no dia vinte e um de julho de mil novecentos e setenta e quatro (21/07/1974), residente e domiciliado em Embu das Artes, SP, filho de ALAIDES SIMONETTI e de ZELIO SIMONETTI. GEOVANA RIBEIRO DOS SANTOS, estado civil divorciada, profissão do lar, nascida em Porto da União, SC, no dia vinte de outubro de mil novecentos e setenta e quatro (20/10/1974), residente e domiciliada em Embu das Artes, SP, filha de LOURIVAL RIBEIRO DOS SANTOS e de BERNADETE BATISTA DOS SANTOS. <box>846 139 1008 232</box>
proclamas-intro: Faço saber que pretendem se casar e apresentaram os documentos exigidos pelo art. 1525 do Código Civil Brasileiro. <box>606 156 842 171</box>
notice-proclamas <box>606 50 842 974</box>
list-item: SEBASTIÃO INACIO ROZA, estado civil divorciado, profissão pintor, nascido em Enviria, MG no dia trinta e um de julho de mil novecentos e sessenta e nove (31/07/1969), residente e domiciliado em Embu das Artes, SP, filho de PAULO PINTO ROZA e de FRANCISCA DE SALES ROZA. IVANI ROSA RAMOS DA SILVA, estado civil solteira, profissão auxiliar de limpeza, nascida em Flores, PI no dia vinte de março de mil novecentos e setenta e quatro (20/03/1974), residente e domiciliada em Embu das Artes, SP, filha de MANOEL FRANCISCO DA SILVA FILHO e de MARIA DA GUIA RAMOS ALVES. <box>846 537 1008 629</box>
notice-paragraph: RESUMO DO 4º TERMO ADITIVO – AO CONTRATO 110/2019 - PROC. Nº 300.088/2019 – oriundo do processo nº 1231/2019 – CONTRATADA: SSD COMÉRCIO E SERVIÇOS EIRELI – OBJETO: Fica prorrogado o prazo do Contrato supra descrito por 12 (doze) meses, a partir de 13 de junho de 2022 - VALOR TOTAL: R$ 18.479,70 – DATA DA ASSINATURA: 13/06/2022 - CONTRATANTE: Secretaria Municipal de Serviços Urbanos <box>9 658 221 753</box>
notice-pregao: PREGÃO ELETRÔNICO <box>64 1345 166 1356</box>
notice-date: Araraquara, 15 de junho de 2022 <box>261 904 379 914</box>
notice-aviso: AVISO LICITAÇÃO <box>280 733 360 744</box>
section-title: Publicidade Legal <box>30 12 237 43</box>
notice-araraquara-097 <box>230 332 410 662</box>
notice-subtitle: SUBCOMISSÃO DE LICITAÇÃO DE SAÚDE <box>253 723 387 731</box>
notice-signer: WAGNER S TEDESCO <box>277 590 362 600</box>
notice-caraguatatuba-pregao-91 <box>413 700 602 865</box>
list-item: VITOR GONÇALVES DE OLIVEIRA, estado civil solteiro, profissão auxiliar de produção, nascido em São Paulo, SP, no dia vinte e dois de setembro de dois mil (22/09/2000), residente e domiciliado em Embu das Artes, SP, filho de RUBENS DE OLIVEIRA e de DORCA GONÇALVES DE OLIVEIRA. RAQUEL RIBEIRO DE SOUZA, estado civil solteira, profissão vendedora, nascida em São Paulo, SP, no dia dois de novembro de mil novecentos e noventa e sete (02/11/1997), residente e domiciliada em Embu das Artes, SP, filha de EDUARDO FURQUIM DE SOUZA e de DALIZA RIBEIRO DE SOUZA. <box>606 604 842 666</box>
crest-icon <box>613 985 633 1009</box>
ad-line: Publique <box>237 136 303 155</box>
notice-bb: BB Nº 941161 <box>86 1366 144 1377</box>
notice-signer-role: Secretário Municipal de Administração <box>446 666 569 676</box>
list-item: PREGÃO ELETRÔNICO Nº 15.199/2022 (COTAS EXCLUSIVAS PARA ME/EPP/COOP) — Acha-se aberta na Secretaria Municipal de Saúde, o Pregão Eletrônico Nº 15.199/2022 – Processo nº 27.450/2022-83, que tem como objeto a seleção de propostas para REGISTRO DE PREÇOS visando ao fornecimento de medicamentos: LEVETIRACETAM 100 MG/ML, TERIFLUNOMIDA 14MG, OLANZAPINA 10MG, TRAMADOL 50MG, BETAHISTINA 24MG. O edital, na íntegra, encontra-se à disposição dos interessados no endereço eletrônico www.licitacoes-e.com.br sob o nº: 949123. Para qualquer esclarecimento, entrar em contato: telefone: (13) 3213-5135 / e-mail: licitacaosaude@santos.sp.gov.br. <box>613 1162 1001 1205</box>
notice-subtitle: SECRETARIA MUNICIPAL DE PLANEJAMENTO E GESTÃO DEPARTAMENTO DE LICITAÇÕES E CONTRATOS <box>21 156 209 184</box>
dae-logo: DAE <box>485 1077 531 1097</box>
